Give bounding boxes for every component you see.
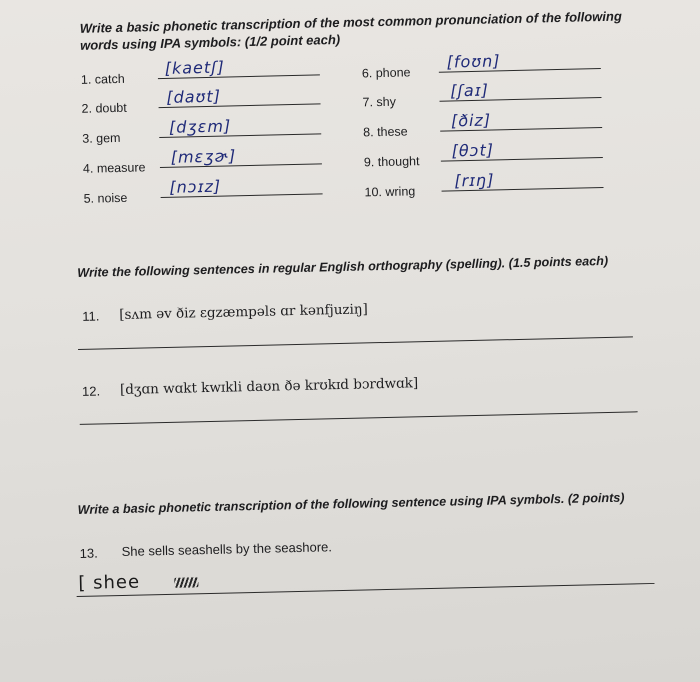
item-12-ipa: [dʒɑn wɑkt kwɪkli daʊn ðə krʊkɪd bɔrdwɑk] [119, 375, 419, 399]
item-2-label: 2. doubt [81, 100, 127, 116]
item-13-answer: [ shee [78, 571, 141, 595]
item-13-scribble [174, 577, 198, 588]
item-5-answer: [nɔɪz] [169, 176, 222, 197]
item-1-answer: [kaetʃ] [164, 57, 225, 78]
item-3-label: 3. gem [82, 130, 121, 146]
item-8-answer: [ðiz] [450, 110, 492, 131]
section3-instruction: Write a basic phonetic transcription of the following sentence using IPA symbols. (2 points) [77, 490, 625, 518]
item-7-answer: [ʃaɪ] [450, 80, 490, 101]
item-11-number: 11. [82, 308, 100, 324]
item-9-answer: [θɔt] [451, 140, 495, 161]
section1-instruction-line2: words using IPA symbols: (1/2 point each) [79, 31, 341, 53]
section1-instruction-line1: Write a basic phonetic transcription of the most common pronunciation of the following [79, 8, 622, 36]
item-4-answer: [mɛʒɚ] [170, 146, 237, 167]
item-7-label: 7. shy [362, 94, 397, 110]
item-12-answer-line [80, 411, 638, 425]
item-2-answer: [daʊt] [166, 86, 222, 107]
item-11-ipa: [sʌm əv ðiz ɛgzæmpəls ɑr kənfjuziŋ] [119, 301, 369, 324]
item-11-answer-line [78, 336, 633, 350]
item-6-label: 6. phone [361, 65, 411, 81]
item-8-label: 8. these [363, 124, 408, 140]
section2-instruction: Write the following sentences in regular English orthography (spelling). (1.5 points each) [77, 253, 609, 280]
item-6-answer: [foʊn] [446, 51, 501, 72]
item-1-label: 1. catch [80, 71, 125, 87]
item-10-label: 10. wring [364, 184, 416, 200]
item-10-answer: [rɪŋ] [454, 170, 495, 191]
item-9-label: 9. thought [363, 154, 420, 170]
item-13-answer-line [77, 583, 655, 597]
item-12-number: 12. [81, 383, 101, 399]
item-3-answer: [dʒɛm] [168, 116, 232, 137]
item-4-label: 4. measure [82, 160, 146, 176]
item-13-sentence: She sells seashells by the seashore. [121, 539, 333, 560]
item-13-number: 13. [79, 545, 98, 561]
item-5-label: 5. noise [83, 190, 128, 206]
